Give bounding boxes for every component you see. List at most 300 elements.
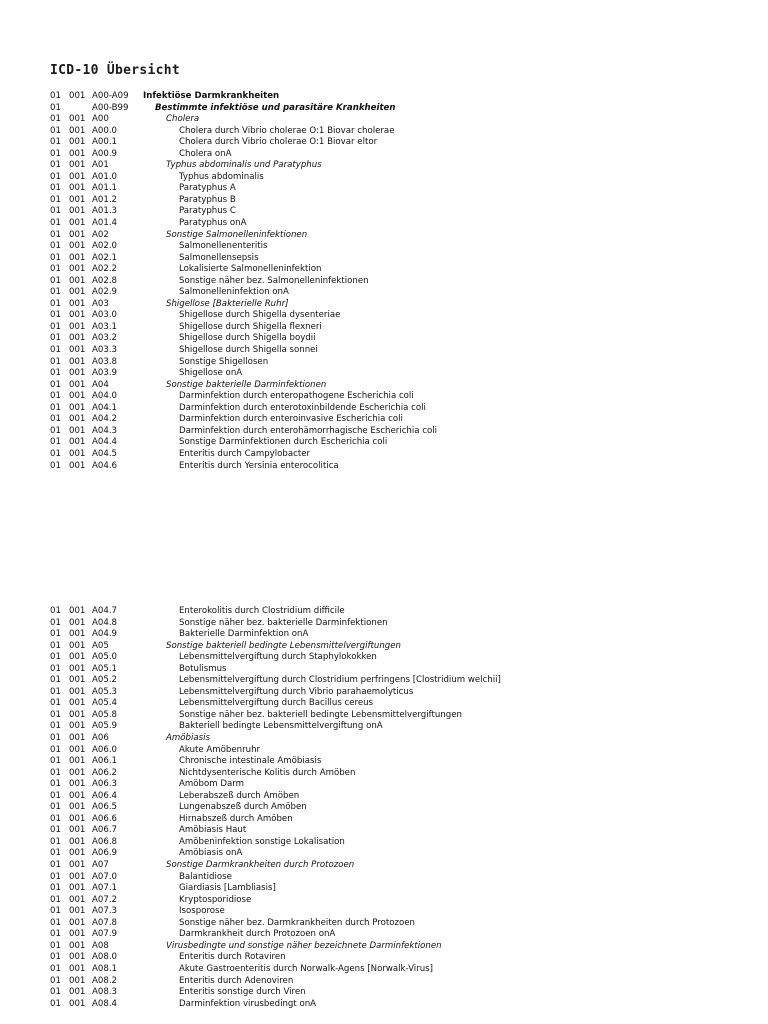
icd-code: A07.0	[92, 871, 118, 882]
icd-code: A02.9	[92, 287, 118, 298]
group-number: 001	[69, 298, 86, 309]
icd-code: A02.0	[92, 241, 118, 252]
chapter-number: 01	[50, 963, 61, 974]
group-number: 001	[69, 321, 86, 332]
chapter-number: 01	[50, 102, 61, 113]
icd-code: A00.9	[92, 148, 118, 159]
icd-code: A08.2	[92, 975, 118, 986]
chapter-number: 01	[50, 148, 61, 159]
diagnosis-label: Virusbedingte und sonstige näher bezeichnete Darminfektionen	[166, 940, 442, 951]
group-number: 001	[69, 425, 86, 436]
code-row	[50, 426, 750, 438]
diagnosis-label: Paratyphus B	[179, 194, 236, 205]
chapter-number: 01	[50, 929, 61, 940]
diagnosis-label: Darminfektion durch enteropathogene Escherichia coli	[179, 391, 414, 402]
chapter-number: 01	[50, 298, 61, 309]
diagnosis-label: Botulismus	[179, 663, 227, 674]
diagnosis-label: Isosporose	[179, 906, 225, 917]
code-row	[50, 310, 750, 322]
code-row	[50, 768, 750, 780]
diagnosis-label: Sonstige Darminfektionen durch Escherichia coli	[179, 437, 388, 448]
diagnosis-label: Paratyphus C	[179, 206, 236, 217]
group-number: 001	[69, 987, 86, 998]
diagnosis-label: Infektiöse Darmkrankheiten	[143, 91, 280, 101]
icd-code: A04.5	[92, 448, 118, 459]
group-number: 001	[69, 345, 86, 356]
icd-code: A00-A09	[92, 91, 129, 101]
diagnosis-label: Salmonellenenteritis	[179, 241, 268, 252]
code-row	[50, 345, 750, 357]
icd-code: A05.4	[92, 698, 118, 709]
icd-code: A05	[92, 640, 109, 651]
code-row	[50, 126, 750, 138]
chapter-number: 01	[50, 206, 61, 217]
chapter-number: 01	[50, 448, 61, 459]
diagnosis-label: Cholera	[166, 114, 200, 125]
diagnosis-label: Chronische intestinale Amöbiasis	[179, 756, 322, 767]
icd-code: A01.0	[92, 171, 118, 182]
group-number: 001	[69, 767, 86, 778]
icd-code: A03	[92, 298, 109, 309]
group-number: 001	[69, 998, 86, 1009]
diagnosis-label: Darminfektion durch enterotoxinbildende Escherichia coli	[179, 402, 426, 413]
diagnosis-label: Kryptosporidiose	[179, 894, 252, 905]
code-row	[50, 264, 750, 276]
code-row	[50, 745, 750, 757]
diagnosis-label: Shigellose onA	[179, 368, 243, 379]
icd-code: A04.0	[92, 391, 118, 402]
icd-code: A04.4	[92, 437, 118, 448]
diagnosis-label: Lebensmittelvergiftung durch Clostridium perfringens [Clostridium welchii]	[179, 675, 501, 686]
chapter-number: 01	[50, 883, 61, 894]
group-number: 001	[69, 825, 86, 836]
code-row	[50, 403, 750, 415]
group-number: 001	[69, 721, 86, 732]
chapter-number: 01	[50, 414, 61, 425]
icd-code: A07.1	[92, 883, 118, 894]
diagnosis-label: Paratyphus onA	[179, 218, 247, 229]
code-list-section-2	[50, 606, 750, 1010]
diagnosis-label: Bakteriell bedingte Lebensmittelvergiftung onA	[179, 721, 383, 732]
code-row	[50, 172, 750, 184]
chapter-number: 01	[50, 218, 61, 229]
icd-code: A04.3	[92, 425, 118, 436]
group-number: 001	[69, 125, 86, 136]
icd-code: A06.9	[92, 848, 118, 859]
code-row	[50, 357, 750, 369]
group-number: 001	[69, 883, 86, 894]
group-number: 001	[69, 686, 86, 697]
group-number: 001	[69, 917, 86, 928]
code-row	[50, 414, 750, 426]
chapter-number: 01	[50, 241, 61, 252]
code-row	[50, 687, 750, 699]
code-row	[50, 183, 750, 195]
diagnosis-label: Enteritis durch Adenoviren	[179, 975, 294, 986]
diagnosis-label: Typhus abdominalis und Paratyphus	[166, 160, 322, 171]
group-number: 001	[69, 952, 86, 963]
icd-code: A06.3	[92, 779, 118, 790]
code-row	[50, 976, 750, 988]
code-row	[50, 872, 750, 884]
group-number: 001	[69, 975, 86, 986]
group-number: 001	[69, 287, 86, 298]
group-number: 001	[69, 779, 86, 790]
chapter-number: 01	[50, 917, 61, 928]
code-row	[50, 230, 750, 242]
chapter-number: 01	[50, 356, 61, 367]
code-row	[50, 629, 750, 641]
chapter-number: 01	[50, 252, 61, 263]
group-number: 001	[69, 606, 86, 616]
code-row	[50, 391, 750, 403]
diagnosis-label: Enteritis durch Rotaviren	[179, 952, 286, 963]
diagnosis-label: Amöbiasis Haut	[179, 825, 247, 836]
code-row	[50, 380, 750, 392]
group-number: 001	[69, 402, 86, 413]
diagnosis-label: Typhus abdominalis	[179, 171, 264, 182]
code-row	[50, 791, 750, 803]
code-row	[50, 941, 750, 953]
code-row	[50, 999, 750, 1011]
chapter-number: 01	[50, 125, 61, 136]
diagnosis-label: Cholera durch Vibrio cholerae O:1 Biovar cholerae	[179, 125, 395, 136]
diagnosis-label: Sonstige bakterielle Darminfektionen	[166, 379, 327, 390]
code-row	[50, 652, 750, 664]
chapter-number: 01	[50, 606, 61, 616]
group-number: 001	[69, 310, 86, 321]
icd-code: A07	[92, 860, 109, 871]
code-row	[50, 641, 750, 653]
icd-code: A05.1	[92, 663, 118, 674]
chapter-number: 01	[50, 345, 61, 356]
chapter-number: 01	[50, 114, 61, 125]
code-row	[50, 160, 750, 172]
icd-code: A04.9	[92, 629, 118, 640]
code-row	[50, 802, 750, 814]
diagnosis-label: Sonstige näher bez. Darmkrankheiten durch Protozoen	[179, 917, 416, 928]
code-row	[50, 883, 750, 895]
diagnosis-label: Sonstige näher bez. bakterielle Darminfektionen	[179, 617, 388, 628]
diagnosis-label: Lebensmittelvergiftung durch Bacillus cereus	[179, 698, 374, 709]
diagnosis-label: Darminfektion durch enteroinvasive Escherichia coli	[179, 414, 403, 425]
chapter-number: 01	[50, 229, 61, 240]
icd-code: A02.2	[92, 264, 118, 275]
group-number: 001	[69, 871, 86, 882]
chapter-number: 01	[50, 987, 61, 998]
chapter-number: 01	[50, 402, 61, 413]
group-number: 001	[69, 675, 86, 686]
chapter-number: 01	[50, 975, 61, 986]
chapter-number: 01	[50, 998, 61, 1009]
diagnosis-label: Sonstige bakteriell bedingte Lebensmittelvergiftungen	[166, 640, 401, 651]
diagnosis-label: Amöbiasis	[166, 733, 210, 744]
diagnosis-label: Lebensmittelvergiftung durch Staphylokokken	[179, 652, 377, 663]
diagnosis-label: Bestimmte infektiöse und parasitäre Krankheiten	[155, 102, 396, 113]
group-number: 001	[69, 379, 86, 390]
code-row	[50, 149, 750, 161]
diagnosis-label: Lokalisierte Salmonelleninfektion	[179, 264, 322, 275]
group-number: 001	[69, 756, 86, 767]
diagnosis-label: Enteritis durch Campylobacter	[179, 448, 311, 459]
icd-code: A07.3	[92, 906, 118, 917]
icd-code: A08	[92, 940, 109, 951]
chapter-number: 01	[50, 460, 61, 471]
group-number: 001	[69, 333, 86, 344]
chapter-number: 01	[50, 368, 61, 379]
code-row	[50, 825, 750, 837]
chapter-number: 01	[50, 952, 61, 963]
icd-code: A06.8	[92, 836, 118, 847]
code-row	[50, 618, 750, 630]
diagnosis-label: Enterokolitis durch Clostridium difficile	[179, 606, 345, 616]
code-row	[50, 906, 750, 918]
icd-code: A01.1	[92, 183, 118, 194]
chapter-number: 01	[50, 194, 61, 205]
chapter-number: 01	[50, 264, 61, 275]
diagnosis-label: Amöbiasis onA	[179, 848, 243, 859]
icd-code: A07.8	[92, 917, 118, 928]
icd-code: A06.5	[92, 802, 118, 813]
group-number: 001	[69, 206, 86, 217]
chapter-number: 01	[50, 906, 61, 917]
group-number: 001	[69, 137, 86, 148]
group-number: 001	[69, 744, 86, 755]
icd-code: A05.0	[92, 652, 118, 663]
diagnosis-label: Sonstige näher bez. bakteriell bedingte Lebensmittelvergiftungen	[179, 709, 462, 720]
diagnosis-label: Darminfektion durch enterohämorrhagische Escherichia coli	[179, 425, 438, 436]
icd-code: A06.2	[92, 767, 118, 778]
icd-code: A00.1	[92, 137, 118, 148]
group-number: 001	[69, 437, 86, 448]
chapter-number: 01	[50, 686, 61, 697]
icd-code: A04.1	[92, 402, 118, 413]
chapter-number: 01	[50, 871, 61, 882]
chapter-number: 01	[50, 160, 61, 171]
chapter-number: 01	[50, 802, 61, 813]
diagnosis-label: Lebensmittelvergiftung durch Vibrio parahaemolyticus	[179, 686, 414, 697]
diagnosis-label: Shigellose durch Shigella flexneri	[179, 321, 322, 332]
chapter-number: 01	[50, 825, 61, 836]
icd-code: A03.2	[92, 333, 118, 344]
code-row	[50, 322, 750, 334]
chapter-number: 01	[50, 756, 61, 767]
group-number: 001	[69, 148, 86, 159]
icd-code: A01.2	[92, 194, 118, 205]
icd-code: A01	[92, 160, 109, 171]
icd-code: A00-B99	[92, 102, 129, 113]
code-row	[50, 814, 750, 826]
group-number: 001	[69, 836, 86, 847]
icd-code: A04	[92, 379, 109, 390]
icd-code: A08.0	[92, 952, 118, 963]
icd-code: A04.6	[92, 460, 118, 471]
group-number: 001	[69, 194, 86, 205]
code-row	[50, 437, 750, 449]
group-number: 001	[69, 218, 86, 229]
icd-code: A03.9	[92, 368, 118, 379]
code-row	[50, 710, 750, 722]
chapter-number: 01	[50, 391, 61, 402]
group-number: 001	[69, 252, 86, 263]
diagnosis-label: Amöbom Darm	[179, 779, 244, 790]
chapter-number: 01	[50, 721, 61, 732]
icd-code: A06.7	[92, 825, 118, 836]
group-number: 001	[69, 160, 86, 171]
group-number: 001	[69, 813, 86, 824]
group-number: 001	[69, 652, 86, 663]
code-list-section-1	[50, 91, 750, 472]
code-row	[50, 779, 750, 791]
diagnosis-label: Cholera onA	[179, 148, 232, 159]
chapter-number: 01	[50, 629, 61, 640]
icd-code: A06	[92, 733, 109, 744]
icd-code: A03.1	[92, 321, 118, 332]
code-row	[50, 964, 750, 976]
diagnosis-label: Amöbeninfektion sonstige Lokalisation	[179, 836, 345, 847]
group-number: 001	[69, 229, 86, 240]
group-number: 001	[69, 894, 86, 905]
group-number: 001	[69, 802, 86, 813]
icd-code: A03.0	[92, 310, 118, 321]
group-number: 001	[69, 940, 86, 951]
code-row	[50, 461, 750, 473]
icd-code: A02.1	[92, 252, 118, 263]
icd-code: A01.3	[92, 206, 118, 217]
icd-code: A05.3	[92, 686, 118, 697]
code-row	[50, 241, 750, 253]
group-number: 001	[69, 183, 86, 194]
code-row	[50, 287, 750, 299]
code-row	[50, 606, 750, 618]
diagnosis-label: Shigellose durch Shigella dysenteriae	[179, 310, 341, 321]
diagnosis-label: Akute Gastroenteritis durch Norwalk-Agens [Norwalk-Virus]	[179, 963, 434, 974]
code-row	[50, 733, 750, 745]
diagnosis-label: Nichtdysenterische Kolitis durch Amöben	[179, 767, 356, 778]
code-row	[50, 368, 750, 380]
diagnosis-label: Sonstige näher bez. Salmonelleninfektionen	[179, 275, 369, 286]
chapter-number: 01	[50, 379, 61, 390]
code-row	[50, 952, 750, 964]
icd-code: A08.3	[92, 987, 118, 998]
code-row	[50, 698, 750, 710]
icd-code: A04.2	[92, 414, 118, 425]
chapter-number: 01	[50, 779, 61, 790]
diagnosis-label: Sonstige Shigellosen	[179, 356, 269, 367]
group-number: 001	[69, 171, 86, 182]
diagnosis-label: Akute Amöbenruhr	[179, 744, 261, 755]
chapter-number: 01	[50, 709, 61, 720]
diagnosis-label: Paratyphus A	[179, 183, 236, 194]
chapter-number: 01	[50, 275, 61, 286]
chapter-number: 01	[50, 836, 61, 847]
group-number: 001	[69, 848, 86, 859]
icd-code: A03.8	[92, 356, 118, 367]
chapter-number: 01	[50, 790, 61, 801]
icd-code: A06.6	[92, 813, 118, 824]
diagnosis-label: Hirnabszeß durch Amöben	[179, 813, 293, 824]
code-row	[50, 675, 750, 687]
code-row	[50, 848, 750, 860]
icd-code: A05.8	[92, 709, 118, 720]
diagnosis-label: Balantidiose	[179, 871, 232, 882]
icd-code: A07.2	[92, 894, 118, 905]
chapter-number: 01	[50, 663, 61, 674]
chapter-number: 01	[50, 860, 61, 871]
chapter-number: 01	[50, 894, 61, 905]
group-number: 001	[69, 963, 86, 974]
icd-code: A07.9	[92, 929, 118, 940]
group-number: 001	[69, 640, 86, 651]
group-number: 001	[69, 617, 86, 628]
chapter-number: 01	[50, 744, 61, 755]
code-row	[50, 137, 750, 149]
code-row	[50, 860, 750, 872]
chapter-number: 01	[50, 333, 61, 344]
icd-code: A05.9	[92, 721, 118, 732]
group-number: 001	[69, 790, 86, 801]
chapter-number: 01	[50, 437, 61, 448]
code-row	[50, 929, 750, 941]
icd-code: A06.4	[92, 790, 118, 801]
code-row	[50, 299, 750, 311]
code-row	[50, 756, 750, 768]
chapter-number: 01	[50, 310, 61, 321]
code-row	[50, 918, 750, 930]
code-row	[50, 206, 750, 218]
group-number: 001	[69, 663, 86, 674]
diagnosis-label: Sonstige Darmkrankheiten durch Protozoen	[166, 860, 355, 871]
chapter-number: 01	[50, 698, 61, 709]
diagnosis-label: Cholera durch Vibrio cholerae O:1 Biovar eltor	[179, 137, 378, 148]
group-number: 001	[69, 906, 86, 917]
diagnosis-label: Darminfektion virusbedingt onA	[179, 998, 317, 1009]
chapter-number: 01	[50, 652, 61, 663]
chapter-number: 01	[50, 940, 61, 951]
code-row	[50, 664, 750, 676]
chapter-number: 01	[50, 171, 61, 182]
chapter-number: 01	[50, 733, 61, 744]
group-number: 001	[69, 275, 86, 286]
diagnosis-label: Enteritis sonstige durch Viren	[179, 987, 306, 998]
code-row	[50, 91, 750, 103]
group-number: 001	[69, 368, 86, 379]
group-number: 001	[69, 114, 86, 125]
chapter-number: 01	[50, 675, 61, 686]
chapter-number: 01	[50, 137, 61, 148]
diagnosis-label: Darmkrankheit durch Protozoen onA	[179, 929, 336, 940]
code-row	[50, 987, 750, 999]
code-row	[50, 721, 750, 733]
code-row	[50, 895, 750, 907]
code-row	[50, 276, 750, 288]
group-number: 001	[69, 860, 86, 871]
diagnosis-label: Enteritis durch Yersinia enterocolitica	[179, 460, 339, 471]
code-row	[50, 333, 750, 345]
group-number: 001	[69, 91, 86, 101]
chapter-number: 01	[50, 767, 61, 778]
icd-code: A00.0	[92, 125, 118, 136]
icd-code: A05.2	[92, 675, 118, 686]
icd-code: A01.4	[92, 218, 118, 229]
diagnosis-label: Shigellose durch Shigella sonnei	[179, 345, 318, 356]
code-row	[50, 114, 750, 126]
chapter-number: 01	[50, 91, 61, 101]
chapter-number: 01	[50, 287, 61, 298]
icd-code: A08.4	[92, 998, 118, 1009]
group-number: 001	[69, 460, 86, 471]
group-number: 001	[69, 733, 86, 744]
